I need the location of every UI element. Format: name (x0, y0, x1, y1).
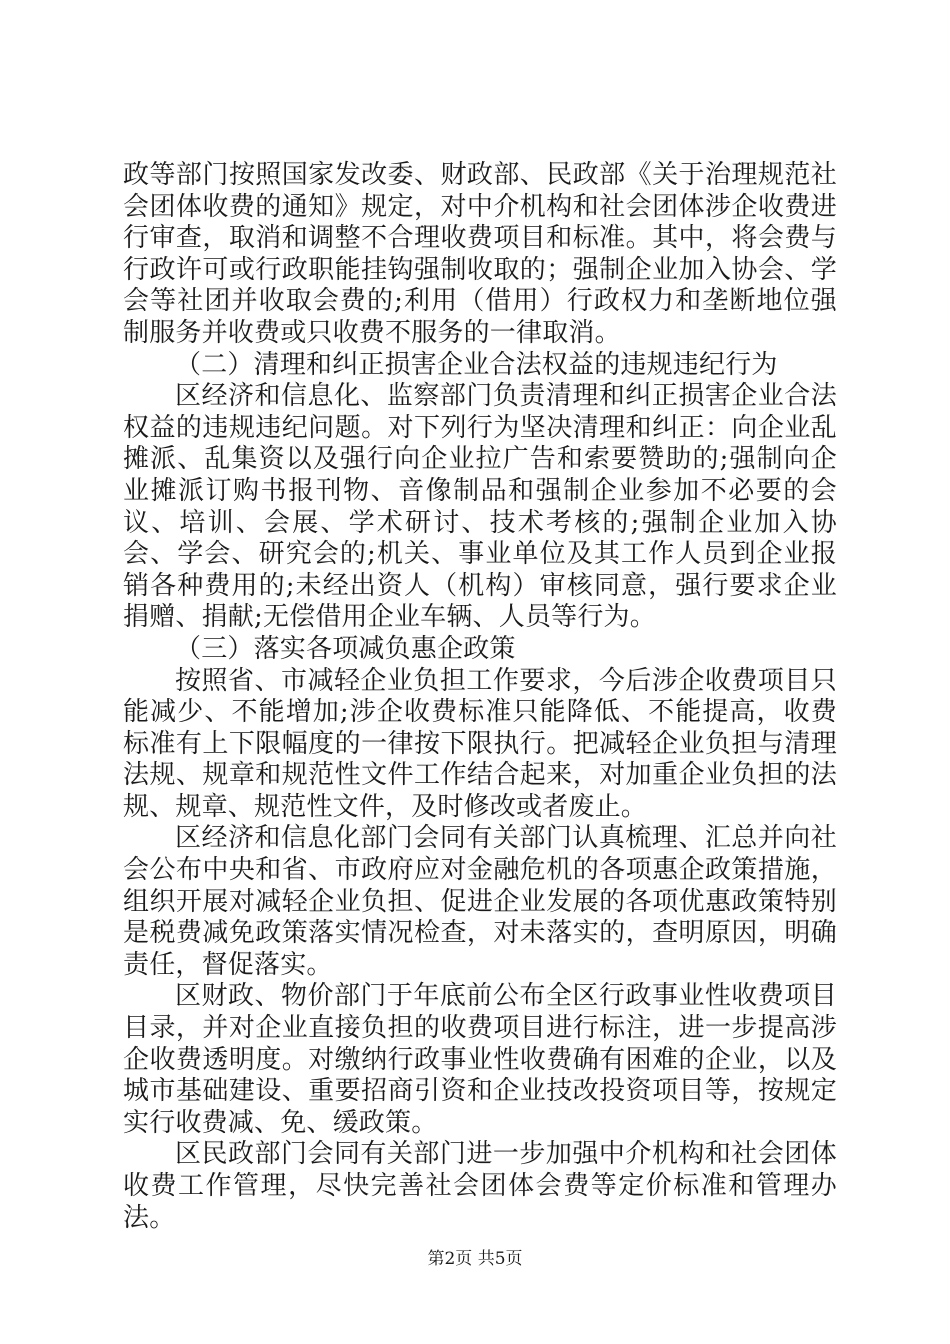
page-number-footer: 第2页 共5页 (427, 1249, 523, 1269)
paragraph: 按照省、市减轻企业负担工作要求，今后涉企收费项目只能减少、不能增加;涉企收费标准只能降低、不能提高，收费标准有上下限幅度的一律按下限执行。把减轻企业负担与清理法规、规章和规范性文件工作结合起来，对加重企业负担的法规、规章、规范性文件，及时修改或者废止。 (123, 665, 837, 822)
section-heading-2: （二）清理和纠正损害企业合法权益的违规违纪行为 (175, 349, 778, 380)
paragraph: 区经济和信息化、监察部门负责清理和纠正损害企业合法权益的违规违纪问题。对下列行为坚决清理和纠正：向企业乱摊派、乱集资以及强行向企业拉广告和索要赞助的;强制向企业摊派订购书报刊物、音像制品和强制企业参加不必要的会议、培训、会展、学术研讨、技术考核的;强制企业加入协会、学会、研究会的;机关、事业单位及其工作人员到企业报销各种费用的;未经出资人（机构）审核同意，强行要求企业捐赠、捐献;无偿借用企业车辆、人员等行为。 (123, 381, 837, 633)
paragraph: 区民政部门会同有关部门进一步加强中介机构和社会团体收费工作管理，尽快完善社会团体会费等定价标准和管理办法。 (123, 1139, 837, 1233)
document-body (123, 160, 837, 1234)
section-heading-3: （三）落实各项减负惠企政策 (175, 633, 516, 664)
paragraph: 区财政、物价部门于年底前公布全区行政事业性收费项目目录，并对企业直接负担的收费项目进行标注，进一步提高涉企收费透明度。对缴纳行政事业性收费确有困难的企业，以及城市基础建设、重要招商引资和企业技改投资项目等，按规定实行收费减、免、缓政策。 (123, 981, 837, 1138)
paragraph: 区经济和信息化部门会同有关部门认真梳理、汇总并向社会公布中央和省、市政府应对金融危机的各项惠企政策措施，组织开展对减轻企业负担、促进企业发展的各项优惠政策特别是税费减免政策落实情况检查，对未落实的，查明原因，明确责任，督促落实。 (123, 823, 837, 980)
paragraph-continuation: 政等部门按照国家发改委、财政部、民政部《关于治理规范社会团体收费的通知》规定，对中介机构和社会团体涉企收费进行审查，取消和调整不合理收费项目和标准。其中，将会费与行政许可或行政职能挂钩强制收取的；强制企业加入协会、学会等社团并收取会费的;利用（借用）行政权力和垄断地位强制服务并收费或只收费不服务的一律取消。 (123, 160, 837, 348)
